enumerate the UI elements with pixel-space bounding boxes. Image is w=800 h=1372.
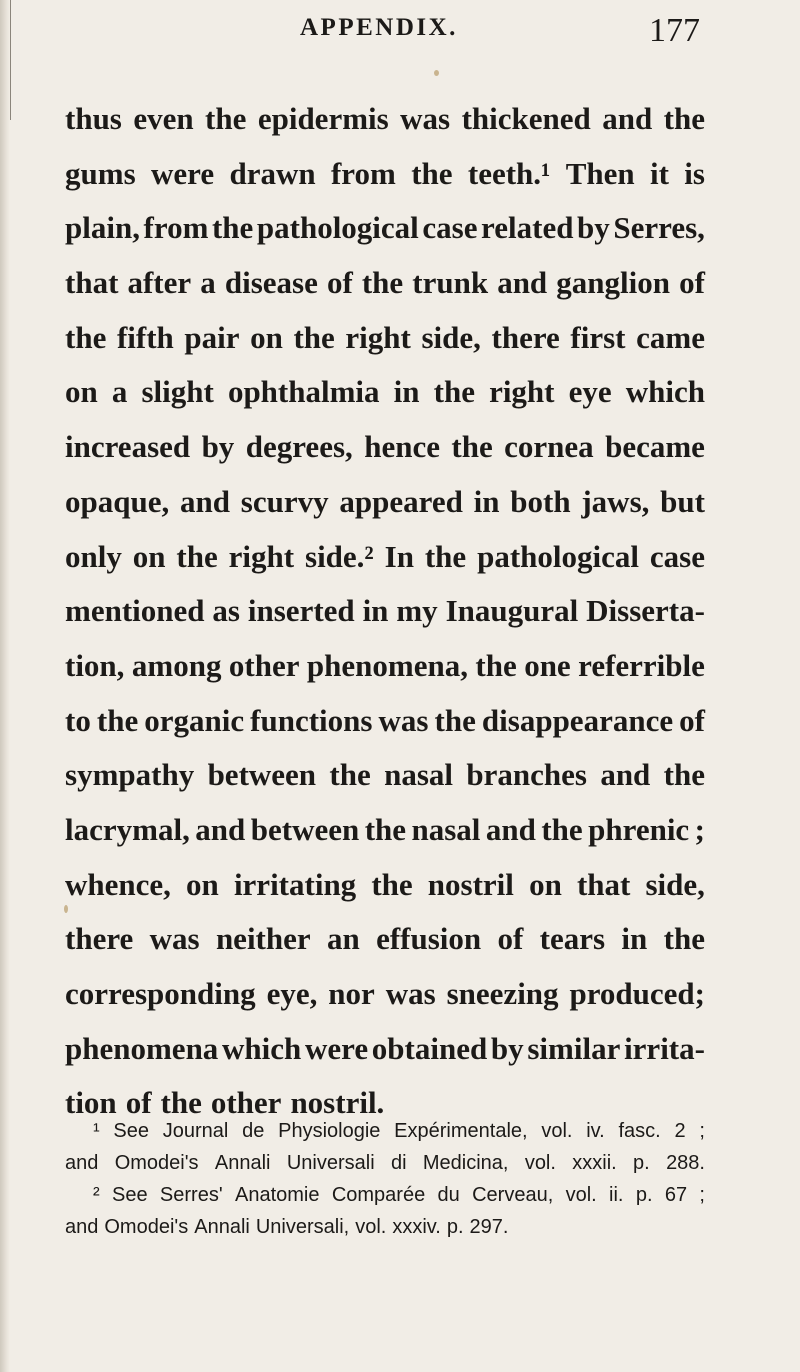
text-line: increased by degrees, hence the cornea became [65,429,705,465]
gutter-rule [10,0,11,120]
text-line: opaque, and scurvy appeared in both jaws, but [65,483,705,519]
footnote-line: and Omodei's Annali Universali di Medicina, vol. xxxii. p. 288. [65,1152,705,1174]
footnote-line: ¹ See Journal de Physiologie Expérimentale, vol. iv. fasc. 2 ; [93,1120,705,1142]
text-line: plain, from the pathological case related by Serres, [65,210,705,246]
page-number: 177 [649,12,700,49]
text-line: to the organic functions was the disappearance of [65,702,705,738]
text-line: sympathy between the nasal branches and the [65,757,705,793]
text-line: only on the right side.² In the pathological case [65,538,705,574]
footnote-line: and Omodei's Annali Universali, vol. xxxiv. p. 297. [65,1216,509,1238]
text-line: tion, among other phenomena, the one referrible [65,647,705,683]
text-line: the fifth pair on the right side, there first came [65,319,705,355]
page-gutter-shadow [0,0,10,1372]
text-line: phenomena which were obtained by similar irrita- [65,1030,705,1066]
running-head: APPENDIX. [300,14,458,41]
text-line: thus even the epidermis was thickened and the [65,101,705,136]
text-line: gums were drawn from the teeth.¹ Then it is [65,155,705,191]
paper-speck [434,70,439,76]
text-line: corresponding eye, nor was sneezing produced; [65,976,705,1011]
footnotes [65,1115,705,1243]
footnote-line: ² See Serres' Anatomie Comparée du Cerveau, vol. ii. p. 67 ; [93,1184,705,1206]
text-line: whence, on irritating the nostril on that side, [65,866,705,902]
text-line: on a slight ophthalmia in the right eye which [65,374,705,410]
text-line: that after a disease of the trunk and ganglion of [65,265,705,301]
text-line: there was neither an effusion of tears in the [65,921,705,957]
text-line: lacrymal, and between the nasal and the phrenic ; [65,811,705,847]
text-line: mentioned as inserted in my Inaugural Disserta- [65,593,705,629]
body-text [65,92,705,1131]
text-line: tion of the other nostril. [65,1085,385,1121]
